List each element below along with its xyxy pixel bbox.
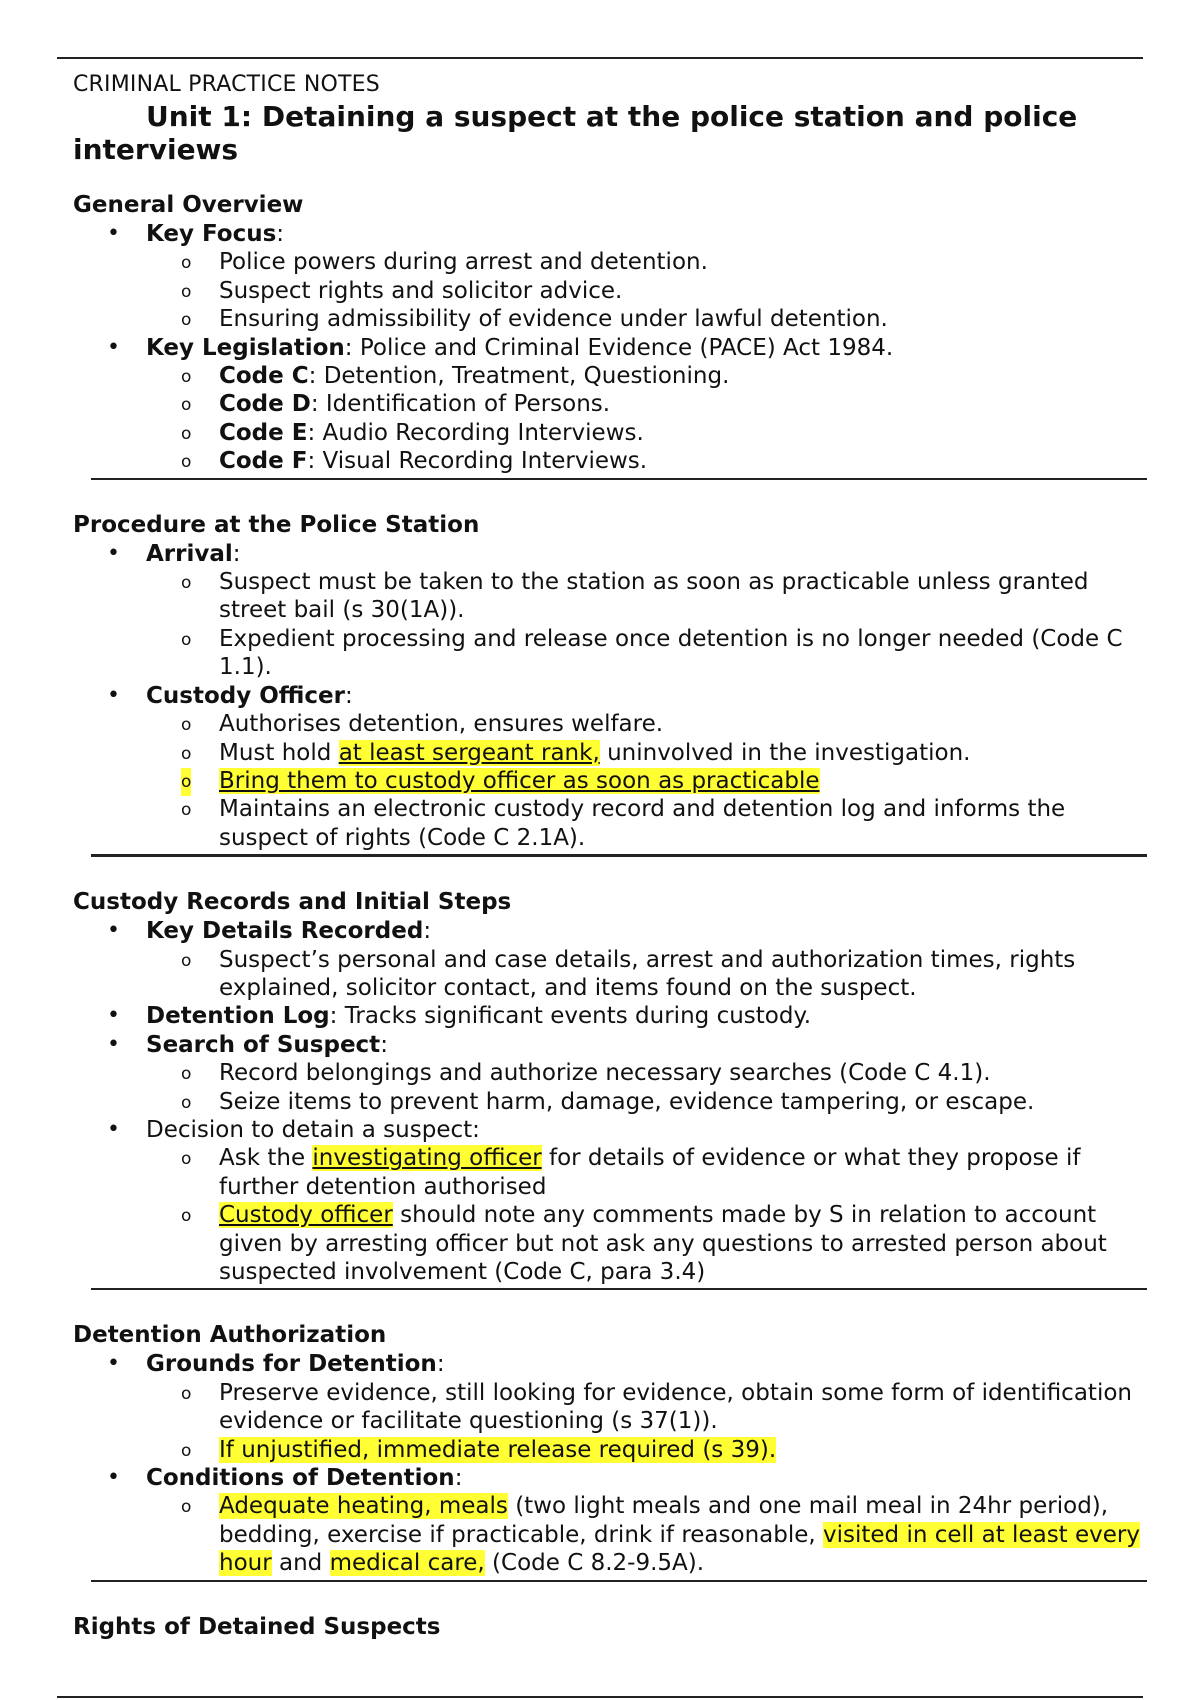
circle-bullet-icon: o	[181, 950, 192, 971]
highlighted-text: If unjustified, immediate release required (s 39).	[219, 1436, 777, 1463]
bullet-icon: •	[107, 1116, 120, 1142]
circle-bullet-icon: o	[181, 310, 192, 331]
bullet-icon: •	[107, 682, 120, 708]
sub-list-item: o Must hold at least sergeant rank, uninvolved in the investigation.	[146, 739, 1153, 767]
sub-list-item: o Code F: Visual Recording Interviews.	[146, 447, 1153, 475]
list-item: • Key Legislation: Police and Criminal Evidence (PACE) Act 1984. o Code C: Detention, Treatment, Questioning. o Code D: Identification of Persons. o Code E: Audio Recording Interviews. o Code F: Visual Recording Interviews.	[73, 334, 1153, 476]
sub-list-item: o Seize items to prevent harm, damage, evidence tampering, or escape.	[146, 1088, 1153, 1116]
highlighted-text: Custody officer	[219, 1202, 393, 1229]
sub-list-item: o Maintains an electronic custody record and detention log and informs the suspect of rights (Code C 2.1A).	[181, 796, 1066, 851]
highlighted-text: Adequate heating, meals	[219, 1493, 508, 1520]
bullet-icon: •	[107, 1465, 120, 1491]
highlighted-text: Bring them to custody officer as soon as practicable	[219, 767, 820, 794]
circle-bullet-icon: o	[181, 768, 191, 796]
sub-list-item: o Police powers during arrest and detention.	[146, 248, 1153, 276]
section-title-procedure: Procedure at the Police Station	[73, 511, 480, 538]
circle-bullet-icon: o	[181, 743, 192, 764]
circle-bullet-icon: o	[181, 1383, 192, 1404]
list-item: • Search of Suspect: o Record belongings and authorize necessary searches (Code C 4.1). o Seize items to prevent harm, damage, evidence tampering, or escape.	[73, 1031, 1153, 1116]
bullet-icon: •	[107, 334, 120, 360]
bullet-icon: •	[107, 918, 120, 944]
bullet-icon: •	[107, 1351, 120, 1377]
bullet-icon: •	[107, 221, 120, 246]
sub-list-item: o Code C: Detention, Treatment, Questioning.	[146, 362, 1153, 390]
section-title-detention-authorization: Detention Authorization	[73, 1322, 387, 1349]
circle-bullet-icon: o	[181, 281, 192, 302]
highlighted-text: visited in cell at least every hour	[219, 1521, 1140, 1577]
list-item: • Key Focus: o Police powers during arrest and detention. o Suspect rights and solicitor advice. o Ensuring admissibility of evidence under lawful detention.	[73, 220, 1153, 334]
sub-list-item: o Ask the investigating officer for details of evidence or what they propose if further detention authorised	[181, 1145, 1081, 1200]
sub-list-item: o Authorises detention, ensures welfare.	[146, 710, 1153, 738]
general-overview-list	[73, 220, 1153, 476]
bullet-icon: •	[107, 1003, 120, 1029]
document-title: Unit 1: Detaining a suspect at the police station and police interviews	[73, 100, 1078, 166]
circle-bullet-icon: o	[181, 573, 192, 594]
section-divider	[91, 854, 1147, 857]
top-rule	[57, 57, 1143, 59]
list-item: • Custody Officer: o Authorises detention, ensures welfare. o Must hold at least sergeant rank, uninvolved in the investigation. o Bring them to custody officer as soon as practicable o Maintains an electronic custody record and detention log and informs the suspect of rights (Code C 2.1A).	[73, 682, 1153, 852]
document-label: CRIMINAL PRACTICE NOTES	[73, 72, 380, 97]
section-title-rights: Rights of Detained Suspects	[73, 1613, 441, 1640]
highlighted-text: investigating officer	[312, 1145, 542, 1172]
sub-list-item: o Ensuring admissibility of evidence under lawful detention.	[146, 305, 1153, 333]
sub-list-item: o Adequate heating, meals (two light meals and one mail meal in 24hr period), bedding, exercise if practicable, drink if reasonable, visited in cell at least every hour and medical care, (Code C 8.2-9.5A).	[181, 1493, 1140, 1577]
circle-bullet-icon: o	[181, 1497, 192, 1518]
section-divider	[91, 1288, 1147, 1290]
circle-bullet-icon: o	[181, 452, 192, 473]
circle-bullet-icon: o	[181, 715, 192, 736]
list-item: • Arrival: o Suspect must be taken to the station as soon as practicable unless granted street bail (s 30(1A)). o Expedient processing and release once detention is no longer needed (Code C 1.1).	[73, 540, 1153, 682]
sub-list-item: o Suspect’s personal and case details, arrest and authorization times, rights explained, solicitor contact, and items found on the suspect.	[181, 946, 1076, 1001]
sub-list-item: o Preserve evidence, still looking for evidence, obtain some form of identification evidence or facilitate questioning (s 37(1)).	[181, 1379, 1132, 1435]
sub-list-item	[146, 767, 1153, 795]
bullet-icon: •	[107, 1031, 120, 1057]
list-item: • Grounds for Detention: o Preserve evidence, still looking for evidence, obtain some form of identification evidence or facilitate questioning (s 37(1)). o If unjustified, immediate release required (s 39).	[73, 1350, 1153, 1464]
sub-list-item: o Custody officer should note any comments made by S in relation to account given by arresting officer but not ask any questions to arrested person about suspected involvement (Code C, para 3.4)	[181, 1202, 1107, 1285]
circle-bullet-icon: o	[181, 395, 192, 416]
sub-list-item: o Suspect rights and solicitor advice.	[146, 277, 1153, 305]
bullet-icon: •	[107, 540, 120, 566]
sub-list-item	[146, 1436, 1153, 1464]
circle-bullet-icon: o	[181, 423, 192, 444]
section-title-custody-records: Custody Records and Initial Steps	[73, 889, 512, 916]
list-item: • Detention Log: Tracks significant events during custody.	[107, 1003, 812, 1030]
list-item: • Decision to detain a suspect: o Ask the investigating officer for details of evidence or what they propose if further detention authorised o Custody officer should note any comments made by S in relation to account given by arresting officer but not ask any questions to arrested person about suspected involvement (Code C, para 3.4)	[73, 1116, 1153, 1286]
sub-list-item: o Code E: Audio Recording Interviews.	[146, 419, 1153, 447]
highlighted-text: medical care,	[329, 1550, 485, 1577]
circle-bullet-icon: o	[181, 800, 192, 821]
custody-records-list	[73, 917, 1153, 1286]
procedure-list	[73, 540, 1153, 852]
document-body	[73, 70, 1153, 1642]
circle-bullet-icon: o	[181, 1149, 192, 1170]
bottom-rule	[57, 1696, 1143, 1698]
list-item: • Key Details Recorded: o Suspect’s personal and case details, arrest and authorization times, rights explained, solicitor contact, and items found on the suspect.	[73, 917, 1153, 1002]
sub-list-item: o Suspect must be taken to the station as soon as practicable unless granted street bail (s 30(1A)).	[181, 569, 1089, 624]
circle-bullet-icon: o	[181, 1440, 192, 1461]
list-item: • Conditions of Detention: o Adequate heating, meals (two light meals and one mail meal in 24hr period), bedding, exercise if practicable, drink if reasonable, visited in cell at least every hour and medical care, (Code C 8.2-9.5A).	[73, 1464, 1153, 1578]
section-divider	[91, 478, 1147, 480]
sub-list-item: o Expedient processing and release once detention is no longer needed (Code C 1.1).	[181, 625, 1123, 681]
circle-bullet-icon: o	[181, 1064, 192, 1085]
circle-bullet-icon: o	[181, 253, 192, 274]
detention-authorization-list	[73, 1350, 1153, 1577]
highlighted-text: at least sergeant rank,	[338, 739, 600, 766]
circle-bullet-icon: o	[181, 1206, 192, 1227]
circle-bullet-icon: o	[181, 1092, 192, 1113]
sub-list-item: o Record belongings and authorize necessary searches (Code C 4.1).	[146, 1059, 1153, 1087]
section-divider	[91, 1580, 1147, 1582]
section-title-general-overview: General Overview	[73, 192, 304, 218]
circle-bullet-icon: o	[181, 367, 192, 388]
circle-bullet-icon: o	[181, 629, 192, 650]
sub-list-item: o Code D: Identification of Persons.	[146, 390, 1153, 418]
